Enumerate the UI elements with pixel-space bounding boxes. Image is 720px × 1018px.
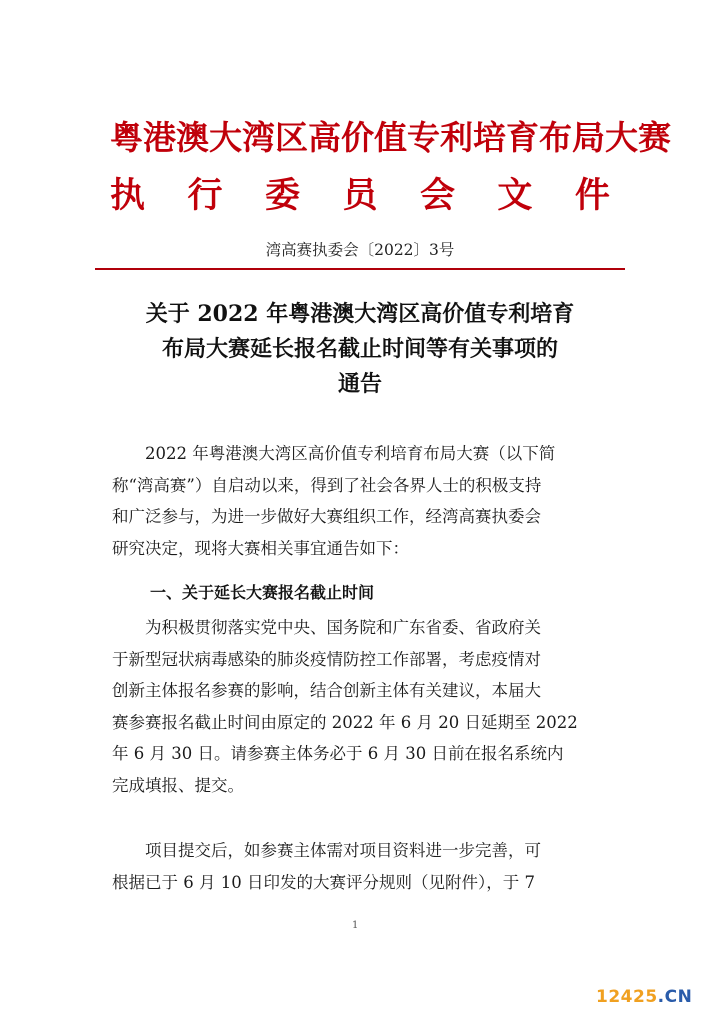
header-char: 会 (419, 176, 455, 216)
text-line: 称“湾高赛”）自启动以来，得到了社会各界人士的积极支持 (112, 475, 542, 495)
text-line: 2022 年粤港澳大湾区高价值专利培育布局大赛（以下简 (112, 444, 556, 463)
header-char: 员 (342, 176, 378, 216)
text-line: 根据已于 6 月 10 日印发的大赛评分规则（见附件），于 7 (112, 872, 535, 892)
watermark-suffix: .CN (657, 987, 693, 1007)
watermark-number: 12425 (596, 987, 658, 1007)
intro-paragraph (112, 438, 622, 564)
section1-paragraph (112, 612, 622, 801)
notice-title-line: 布局大赛延长报名截止时间等有关事项的 (161, 336, 558, 362)
text-line: 年 6 月 30 日。请参赛主体务必于 6 月 30 日前在报名系统内 (112, 744, 564, 763)
text-line: 研究决定，现将大赛相关事宜通告如下： (112, 538, 409, 558)
issuer-name-header: 粤港澳大湾区高价值专利培育布局大赛 (110, 118, 671, 157)
header-char: 委 (264, 176, 300, 216)
header-char: 件 (574, 176, 610, 216)
text-line: 和广泛参与，为进一步做好大赛组织工作，经湾高赛执委会 (112, 507, 541, 526)
header-char: 行 (187, 176, 223, 216)
text-line: 项目提交后，如参赛主体需对项目资料进一步完善，可 (112, 841, 541, 860)
page-number: 1 (352, 920, 359, 931)
document-number: 湾高赛执委会〔2022〕3号 (265, 241, 455, 259)
text-line: 创新主体报名参赛的影响，结合创新主体有关建议，本届大 (112, 681, 541, 700)
site-watermark (596, 987, 692, 1007)
text-line: 赛参赛报名截止时间由原定的 2022 年 6 月 20 日延期至 2022 (112, 712, 578, 732)
notice-title-line: 通告 (337, 371, 382, 397)
header-char: 执 (110, 176, 146, 216)
text-line: 于新型冠状病毒感染的肺炎疫情防控工作部署，考虑疫情对 (112, 649, 541, 669)
submission-paragraph (112, 835, 622, 898)
text-line: 完成填报、提交。 (112, 775, 244, 795)
section-heading: 一、关于延长大赛报名截止时间 (150, 583, 375, 602)
document-type-header (110, 168, 610, 218)
text-line: 为积极贯彻落实党中央、国务院和广东省委、省政府关 (112, 618, 541, 637)
notice-title-line: 关于 2022 年粤港澳大湾区高价值专利培育 (145, 301, 575, 327)
header-divider (95, 268, 625, 270)
header-char: 文 (497, 176, 533, 216)
